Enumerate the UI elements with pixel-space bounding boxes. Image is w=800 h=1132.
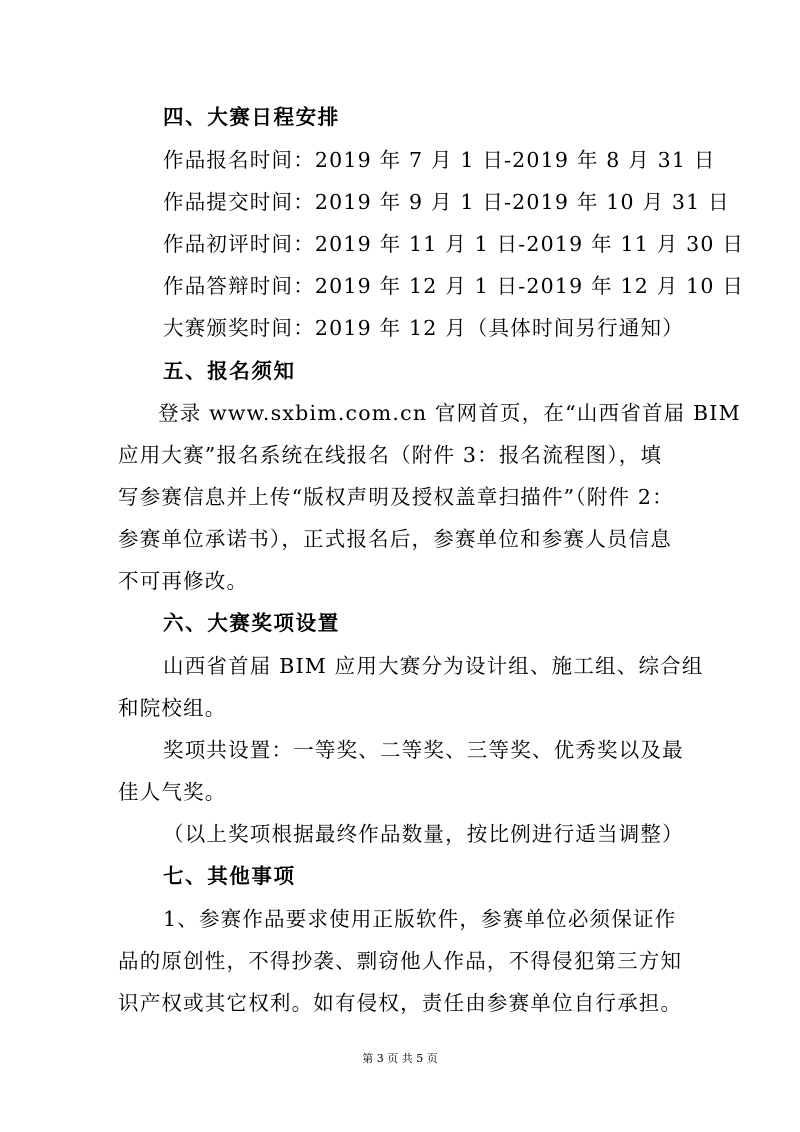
schedule-line-preliminary-review: 作品初评时间：2019 年 11 月 1 日-2019 年 11 月 30 日: [163, 232, 745, 256]
registration-paragraph-line: 登录 www.sxbim.com.cn 官网首页，在“山西省首届 BIM: [158, 401, 741, 425]
other-matters-paragraph-line: 品的原创性，不得抄袭、剽窃他人作品，不得侵犯第三方知: [118, 949, 683, 973]
section-heading-schedule: 四、大赛日程安排: [163, 105, 340, 129]
registration-paragraph-line: 不可再修改。: [118, 569, 249, 593]
section-heading-registration: 五、报名须知: [163, 359, 296, 383]
schedule-line-defense: 作品答辩时间：2019 年 12 月 1 日-2019 年 12 月 10 日: [163, 274, 745, 298]
section-heading-other-matters: 七、其他事项: [163, 864, 296, 888]
schedule-line-award: 大赛颁奖时间：2019 年 12 月（具体时间另行通知）: [163, 316, 684, 340]
schedule-line-submission: 作品提交时间：2019 年 9 月 1 日-2019 年 10 月 31 日: [163, 190, 730, 214]
registration-paragraph-line: 写参赛信息并上传“版权声明及授权盖章扫描件”（附件 2：: [118, 485, 674, 509]
awards-paragraph-line: 奖项共设置：一等奖、二等奖、三等奖、优秀奖以及最: [163, 738, 684, 762]
registration-paragraph-line: 参赛单位承诺书），正式报名后，参赛单位和参赛人员信息: [118, 527, 672, 551]
other-matters-paragraph-line: 1、参赛作品要求使用正版软件，参赛单位必须保证作: [163, 907, 677, 931]
section-heading-awards: 六、大赛奖项设置: [163, 611, 340, 635]
page-number-footer: 第 3 页 共 5 页: [362, 1052, 438, 1065]
awards-paragraph-line: 佳人气奖。: [118, 780, 227, 804]
awards-paragraph-line: 和院校组。: [118, 696, 227, 720]
other-matters-paragraph-line: 识产权或其它权利。如有侵权，责任由参赛单位自行承担。: [118, 991, 683, 1015]
schedule-line-registration: 作品报名时间：2019 年 7 月 1 日-2019 年 8 月 31 日: [163, 148, 716, 172]
awards-paragraph-line: 山西省首届 BIM 应用大赛分为设计组、施工组、综合组: [163, 654, 704, 678]
registration-paragraph-line: 应用大赛”报名系统在线报名（附件 3：报名流程图），填: [118, 443, 663, 467]
awards-note-line: （以上奖项根据最终作品数量，按比例进行适当调整）: [163, 822, 684, 846]
